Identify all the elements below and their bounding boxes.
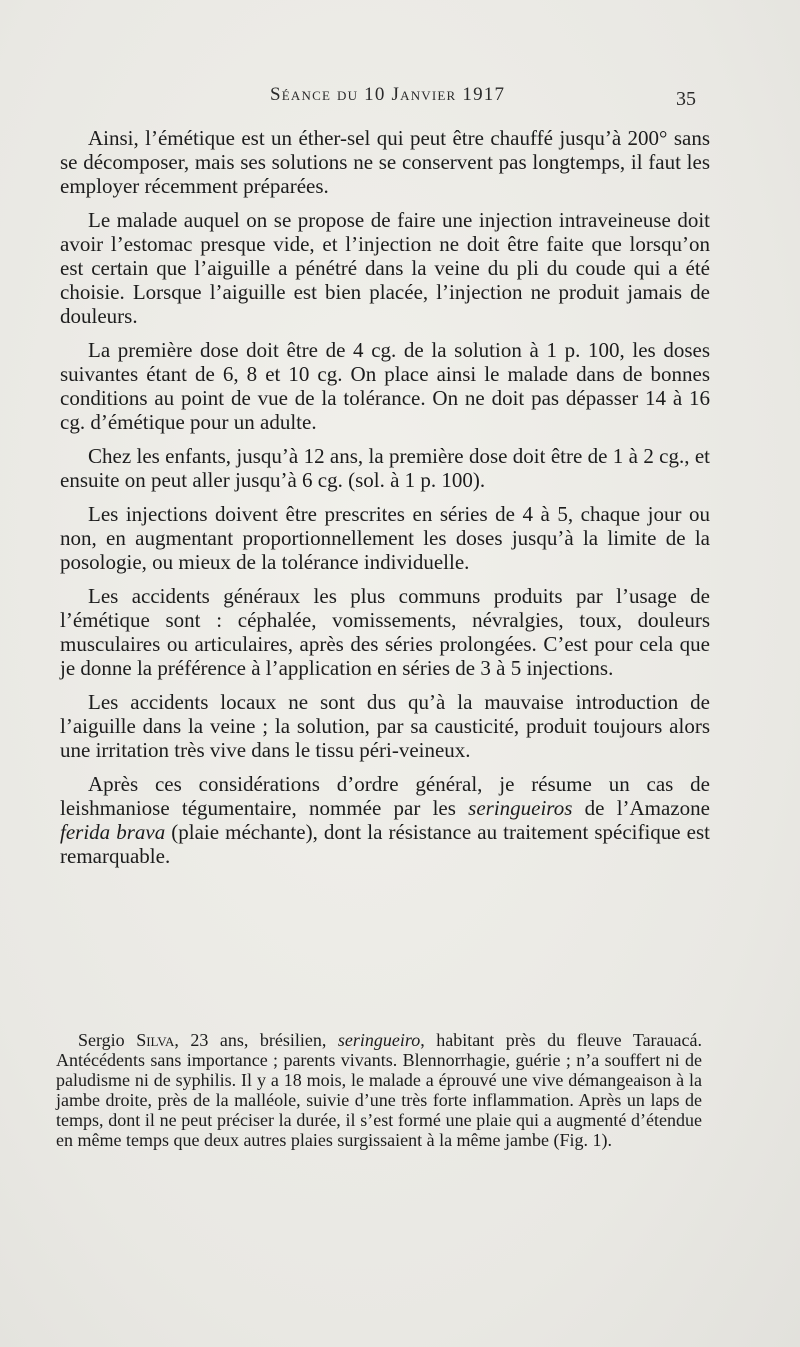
case-report-text-1: , 23 ans, brésilien, [174, 1030, 338, 1050]
term-ferida-brava: ferida brava [60, 820, 166, 844]
paragraph-case-introduction [60, 772, 710, 868]
case-report-text-2: , habitant près du fleuve Tarauacá. Antécédents sans importance ; parents vivants. Blennorrhagie, guérie ; n’a souffert ni de paludisme ni de syphilis. Il y a 18 mois, le malade a éprouvé une vive démangeaison à la jambe droite, près de la malléole, suivie d’une très forte inflammation. Après un laps de temps, dont il ne peut préciser la durée, il s’est formé une plaie qui a augmenté d’étendue en même temps que deux autres plaies surgissaient à la même jambe (Fig. 1). [56, 1030, 703, 1150]
term-seringueiros: seringueiros [468, 796, 573, 820]
case-intro-text-2: de l’Amazone [572, 796, 710, 820]
body-text [60, 126, 710, 878]
case-intro-text-3: (plaie méchante), dont la résistance au traitement spécifique est remarquable. [60, 820, 711, 868]
case-intro-text-1: Après ces considérations d’ordre général, je résume un cas de leishmaniose tégumentaire, nommée par les [60, 772, 710, 820]
patient-last-name: Silva [136, 1030, 175, 1050]
case-report-paragraph [56, 1030, 702, 1150]
page-number: 35 [676, 88, 696, 110]
paragraph-injection-series: Les injections doivent être prescrites en séries de 4 à 5, chaque jour ou non, en augmentant proportionnellement les doses jusqu’à la limite de la posologie, ou mieux de la tolérance individuelle. [60, 502, 710, 574]
running-title: Séance du 10 Janvier 1917 [270, 84, 506, 105]
paragraph-general-accidents: Les accidents généraux les plus communs produits par l’usage de l’émétique sont : céphalée, vomissements, névralgies, toux, douleurs musculaires ou articulaires, après des séries prolongées. C’est pour cela que je donne la préférence à l’application en séries de 3 à 5 injections. [60, 584, 710, 680]
paragraph-dosage-children: Chez les enfants, jusqu’à 12 ans, la première dose doit être de 1 à 2 cg., et ensuite on peut aller jusqu’à 6 cg. (sol. à 1 p. 100). [60, 444, 710, 492]
paragraph-dosage-adult: La première dose doit être de 4 cg. de la solution à 1 p. 100, les doses suivantes étant de 6, 8 et 10 cg. On place ainsi le malade dans de bonnes conditions au point de vue de la tolérance. On ne doit pas dépasser 14 à 16 cg. d’émétique pour un adulte. [60, 338, 710, 434]
case-report [56, 1030, 702, 1150]
term-seringueiro: seringueiro [337, 1030, 421, 1050]
paragraph-injection-procedure: Le malade auquel on se propose de faire une injection intraveineuse doit avoir l’estomac presque vide, et l’injection ne doit être faite que lorsqu’on est certain que l’aiguille a pénétré dans la veine du pli du coude qui a été choisie. Lorsque l’aiguille est bien placée, l’injection ne produit jamais de douleurs. [60, 208, 710, 328]
patient-first-name: Sergio [78, 1030, 125, 1050]
paragraph-emetique-properties: Ainsi, l’émétique est un éther-sel qui peut être chauffé jusqu’à 200° sans se décomposer, mais ses solutions ne se conservent pas longtemps, il faut les employer récemment préparées. [60, 126, 710, 198]
paragraph-local-accidents: Les accidents locaux ne sont dus qu’à la mauvaise introduction de l’aiguille dans la veine ; la solution, par sa causticité, produit toujours alors une irritation très vive dans le tissu péri-veineux. [60, 690, 710, 762]
running-header [0, 84, 800, 114]
